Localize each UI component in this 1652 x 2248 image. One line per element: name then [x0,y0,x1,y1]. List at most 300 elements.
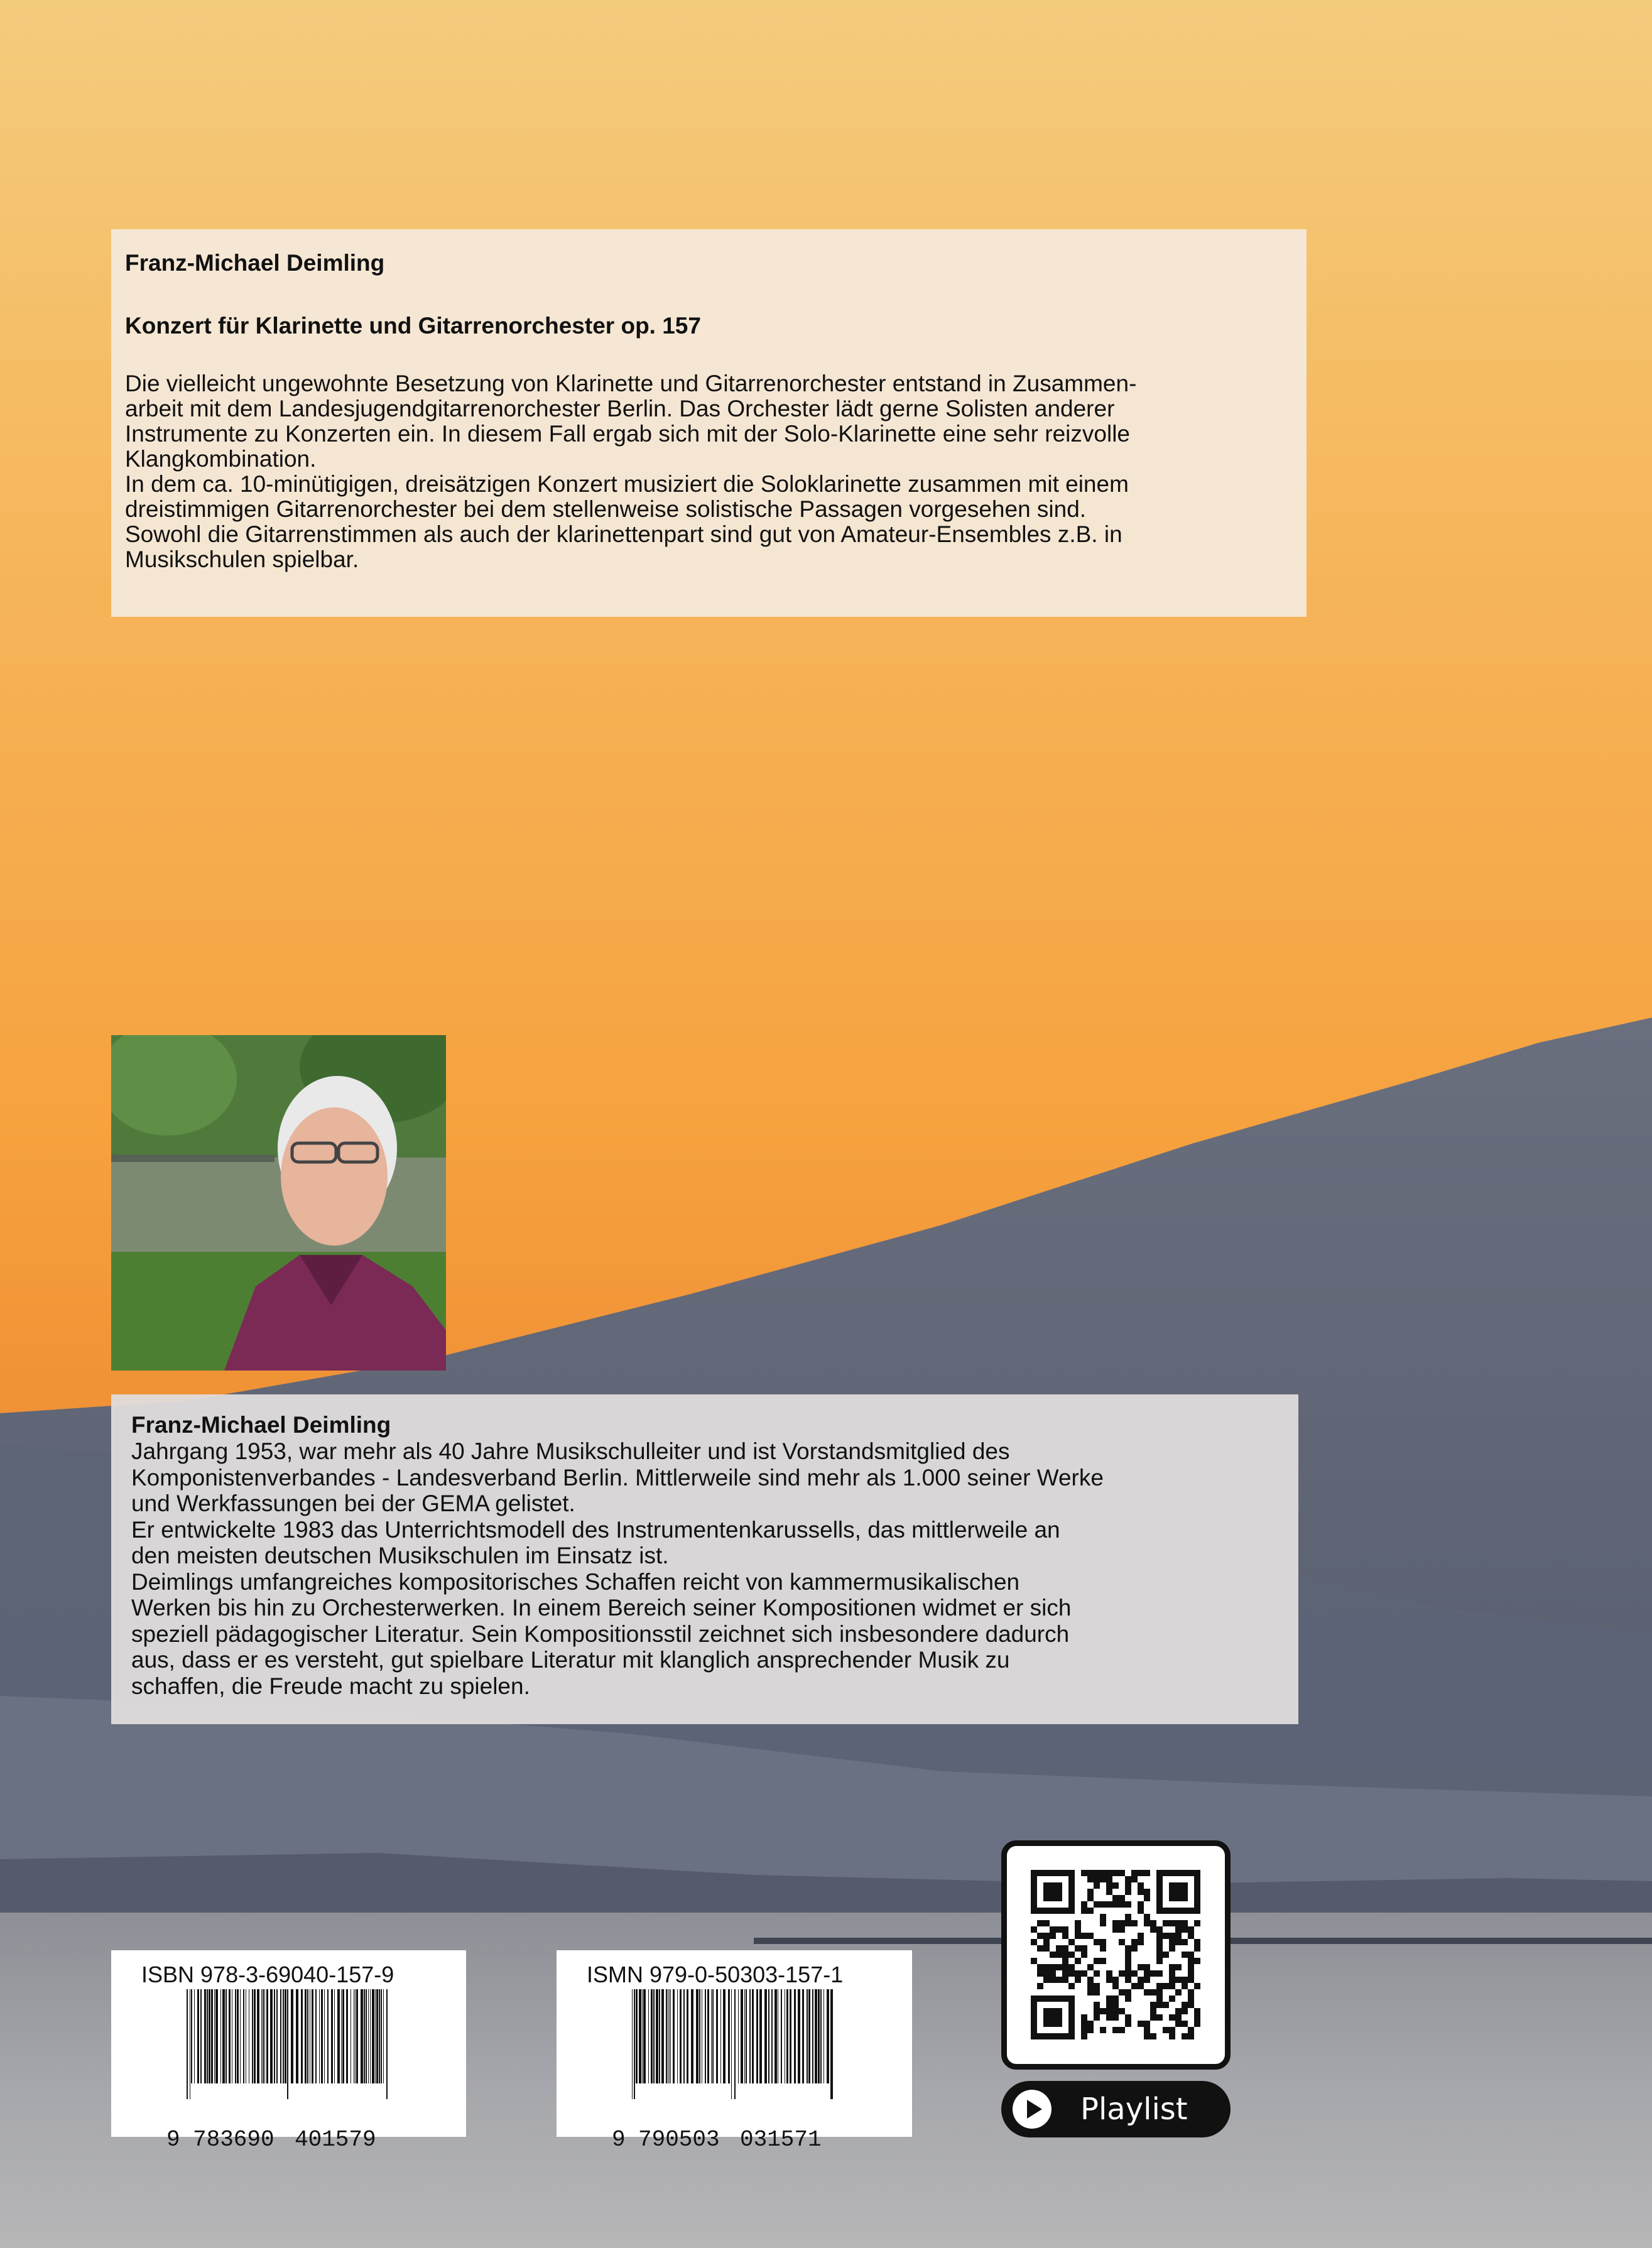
barcode-bar [815,1989,817,2083]
barcode-bar [749,1989,751,2083]
qr-module [1131,1970,1138,1977]
barcode-bar [705,1989,706,2083]
isbn-label: ISBN 978-3-69040-157-9 [141,1962,394,1987]
qr-module [1112,2014,1119,2021]
barcode-bar [764,1989,767,2083]
barcode-bar [197,1989,199,2083]
barcode-bar [734,1989,736,2099]
qr-module [1138,1889,1144,1895]
barcode-bar [222,1989,225,2083]
qr-module [1194,1939,1200,1945]
barcode-digits-right: 401579 [295,2127,376,2153]
qr-module [1175,1926,1182,1933]
qr-module [1156,1926,1163,1933]
barcode-bar [355,1989,356,2083]
barcode-bar [661,1989,664,2083]
qr-module [1056,1952,1062,1958]
qr-module [1112,1983,1119,1989]
barcode-bar [327,1989,329,2083]
qr-module [1169,1945,1175,1952]
qr-module [1062,1970,1068,1977]
qr-module [1125,1977,1131,1983]
qr-module [1087,1933,1094,1939]
qr-module [1056,1977,1062,1983]
barcode-bar [356,1989,358,2083]
qr-module [1087,1889,1094,1895]
qr-module [1094,1989,1100,1996]
qr-module [1112,2008,1119,2014]
qr-module [1094,1970,1100,1977]
barcode-bar [366,1989,367,2083]
qr-module [1081,2033,1087,2039]
barcode-bar [331,1989,333,2083]
qr-module [1169,2014,1175,2021]
work-description-box [111,229,1307,617]
barcode-bar [319,1989,320,2083]
barcode-bar [243,1989,244,2083]
barcode-bar [226,1989,227,2083]
qr-module [1087,1895,1094,1901]
qr-module [1188,1926,1194,1933]
barcode-bar [798,1989,800,2083]
qr-module [1144,1977,1150,1983]
qr-module [1081,1945,1087,1952]
qr-module [1150,2033,1156,2039]
qr-module [1031,1958,1037,1964]
qr-module [1188,1964,1194,1970]
qr-module [1081,2021,1087,2027]
qr-module [1106,1970,1112,1977]
barcode-bar [296,1989,298,2083]
qr-module [1144,1895,1150,1901]
qr-module [1094,1983,1100,1989]
description-line: arbeit mit dem Landesjugendgitarrenorchester Berlin. Das Orchester lädt gerne Solisten anderer [125,396,1115,421]
qr-module [1182,1952,1188,1958]
qr-module [1119,2027,1125,2033]
barcode-bar [639,1989,641,2083]
qr-module [1100,1914,1106,1920]
barcode-bar [648,1989,649,2083]
qr-module [1106,1870,1112,1876]
qr-module [1043,1964,1050,1970]
description-line: Instrumente zu Konzerten ein. In diesem Fall ergab sich mit der Solo-Klarinette eine sehr reizvolle [125,421,1130,447]
barcode-bar [807,1989,808,2083]
barcode-bar [361,1989,363,2083]
author-photo [111,1035,446,1371]
qr-module [1094,1958,1100,1964]
bio-line: Er entwickelte 1983 das Unterrichtsmodell des Instrumentenkarussells, das mittlerweile an [131,1516,1060,1543]
qr-module [1056,1964,1062,1970]
barcode-bar [720,1989,721,2083]
barcode-bar [696,1989,698,2083]
qr-module [1144,1989,1150,1996]
qr-module [1125,1901,1131,1908]
barcode-bar [287,1989,288,2099]
author-name: Franz-Michael Deimling [125,250,385,276]
qr-module [1150,2002,1156,2008]
qr-module [1125,1989,1131,1996]
qr-module [1169,1933,1175,1939]
qr-module [1081,1908,1087,1914]
qr-module [1087,1989,1094,1996]
qr-module [1188,1958,1194,1964]
qr-module [1182,1920,1188,1926]
barcode-bar [381,1989,382,2083]
barcode-bar [376,1989,378,2083]
qr-module [1138,1964,1144,1970]
qr-module [1138,1870,1144,1876]
qr-module [1081,2027,1087,2033]
qr-module [1056,1945,1062,1952]
qr-module [1138,1908,1144,1914]
qr-module [1194,1945,1200,1952]
qr-module [1175,2014,1182,2021]
bio-line: Komponistenverbandes - Landesverband Berlin. Mittlerweile sind mehr als 1.000 seiner Werke [131,1464,1104,1491]
barcode-bar [741,1989,743,2083]
qr-module [1100,1870,1106,1876]
qr-module [1043,1939,1050,1945]
isbn-barcode [111,1950,466,2153]
barcode-bar [794,1989,796,2083]
qr-module [1037,1945,1043,1952]
qr-module [1163,1983,1169,1989]
qr-module [1175,1989,1182,1996]
description-line: Musikschulen spielbar. [125,546,359,572]
qr-module [1062,1945,1068,1952]
bio-line: aus, dass er es versteht, gut spielbare Literatur mit klanglich ansprechender Musik zu [131,1647,1010,1673]
qr-module [1194,2008,1200,2014]
qr-module [1125,1970,1131,1977]
barcode-bar [252,1989,253,2083]
barcode-bar [830,1989,833,2099]
barcode-bar [731,1989,732,2099]
qr-module [1037,1920,1043,1926]
qr-module [1169,1996,1175,2002]
qr-module [1188,1977,1194,1983]
qr-module [1163,2027,1169,2033]
barcode-bar [291,1989,293,2083]
qr-module [1138,1983,1144,1989]
play-icon [1011,2088,1053,2130]
qr-module [1175,1939,1182,1945]
barcode-bar [307,1989,308,2083]
barcode-bar [691,1989,693,2083]
qr-module [1175,2021,1182,2027]
playlist-label: Playlist [1080,2092,1188,2127]
qr-module [1131,1920,1138,1926]
barcode-bar [711,1989,712,2083]
qr-module [1182,2002,1188,2008]
qr-module [1087,1977,1094,1983]
barcode-bar [818,1989,820,2083]
qr-module [1163,2002,1169,2008]
barcode-bar [738,1989,739,2083]
barcode-bar [375,1989,376,2083]
barcode-bar [321,1989,323,2083]
barcode-bar [209,1989,210,2083]
qr-module [1163,1933,1169,1939]
qr-module [1062,1977,1068,1983]
qr-module [1125,1876,1131,1882]
qr-module [1182,2033,1188,2039]
qr-module [1043,1920,1050,1926]
qr-module [1037,1964,1043,1970]
qr-module [1119,2008,1125,2014]
qr-module [1031,1926,1037,1933]
qr-module [1062,1952,1068,1958]
qr-module [1087,1983,1094,1989]
qr-module [1188,2033,1194,2039]
qr-module [1106,1901,1112,1908]
barcode-bar [716,1989,718,2083]
qr-code-card[interactable] [1001,1840,1231,2070]
qr-module [1081,1870,1087,1876]
description-line: Die vielleicht ungewohnte Besetzung von Klarinette und Gitarrenorchester entstand in Zusammen- [125,371,1137,396]
qr-module [1188,2027,1194,2033]
barcode-bar [673,1989,675,2083]
description-line: Sowohl die Gitarrenstimmen als auch der klarinettenpart sind gut von Amateur-Ensembles z.B. in [125,521,1122,547]
qr-module [1144,2021,1150,2027]
qr-module [1156,1933,1163,1939]
qr-module [1100,2027,1106,2033]
qr-module [1106,1882,1112,1889]
barcode-digit-first: 9 [166,2127,180,2153]
barcode-bar [254,1989,256,2083]
qr-module [1062,1964,1068,1970]
qr-module [1112,1895,1119,1901]
qr-module [1112,1920,1119,1926]
ismn-barcode [557,1950,912,2153]
qr-module [1188,1933,1194,1939]
barcode-bar [643,1989,646,2083]
barcode-bar [229,1989,231,2083]
qr-module [1050,1952,1056,1958]
qr-module [1112,1996,1119,2002]
qr-module [1081,2014,1087,2021]
qr-module [1100,1945,1106,1952]
qr-module [1182,1977,1188,1983]
qr-module [1037,1933,1043,1939]
qr-module [1188,1952,1194,1958]
qr-code[interactable] [1031,1870,1200,2039]
qr-module [1062,1933,1068,1939]
barcode-bar [383,1989,384,2083]
barcode-bar [274,1989,275,2083]
qr-module [1062,1958,1068,1964]
barcode-bar [270,1989,273,2083]
barcode-digits-left: 790503 [638,2127,720,2153]
qr-module [1043,1970,1050,1977]
barcode-bar [707,1989,709,2083]
qr-module [1156,1952,1163,1958]
qr-module [1138,1933,1144,1939]
barcode-bar [215,1989,218,2083]
qr-module [1138,1939,1144,1945]
barcode-bar [220,1989,221,2083]
qr-module [1068,1964,1075,1970]
barcode-bar [642,1989,643,2083]
qr-module [1050,1933,1056,1939]
barcode-bar [312,1989,313,2083]
qr-module [1144,1914,1150,1920]
qr-module [1094,1882,1100,1889]
qr-module [1075,1970,1081,1977]
qr-module [1075,1920,1081,1926]
qr-module [1068,1952,1075,1958]
qr-module [1125,1958,1131,1964]
barcode-digits-left: 783690 [193,2127,274,2153]
bio-line: schaffen, die Freude macht zu spielen. [131,1673,530,1699]
qr-module [1094,2002,1100,2008]
qr-module [1037,1983,1043,1989]
barcode-bar [372,1989,374,2083]
qr-module [1125,1914,1131,1920]
qr-module [1144,2027,1150,2033]
qr-module [1169,1970,1175,1977]
barcode-bar [341,1989,342,2083]
barcode-bar [683,1989,685,2083]
barcode-bar [781,1989,782,2083]
barcode-bar [285,1989,286,2083]
barcode-bar [283,1989,284,2083]
qr-module [1068,1983,1075,1989]
barcode-bar [820,1989,822,2083]
qr-module [1188,1996,1194,2002]
qr-module [1194,1958,1200,1964]
qr-module [1075,1945,1081,1952]
qr-module [1125,1882,1131,1889]
qr-module [1087,1964,1094,1970]
qr-module [1112,1977,1119,1983]
bio-line: Werken bis hin zu Orchesterwerken. In einem Bereich seiner Kompositionen widmet er sich [131,1595,1072,1621]
barcode-bar [379,1989,380,2083]
qr-module [1056,1926,1062,1933]
qr-module [1150,1970,1156,1977]
qr-module [1106,1889,1112,1895]
biography-box [111,1394,1298,1724]
qr-module [1075,1926,1081,1933]
qr-module [1194,2014,1200,2021]
qr-module [1106,2014,1112,2021]
description-line: dreistimmigen Gitarrenorchester bei dem stellenweise solistische Passagen vorgesehen sind. [125,496,1087,522]
qr-module [1062,1926,1068,1933]
qr-finder-module [1043,2008,1062,2027]
qr-module [1100,1920,1106,1926]
qr-module [1106,1977,1112,1983]
qr-module [1119,1895,1125,1901]
qr-module [1050,1926,1056,1933]
description-line: Klangkombination. [125,446,317,472]
barcode-bar [276,1989,278,2083]
barcode-bar [771,1989,773,2083]
qr-module [1150,1920,1156,1926]
qr-module [1144,2033,1150,2039]
qr-module [1037,1970,1043,1977]
barcode-bar [207,1989,208,2083]
qr-module [1075,1933,1081,1939]
qr-module [1119,1939,1125,1945]
barcode-bar [257,1989,259,2083]
qr-module [1106,1996,1112,2002]
qr-module [1068,1970,1075,1977]
qr-finder-module [1043,1882,1062,1901]
barcode-bar [187,1989,188,2099]
qr-module [1150,1989,1156,1996]
qr-module [1050,1964,1056,1970]
barcode-bar [712,1989,714,2083]
barcode-bar [774,1989,777,2083]
qr-module [1175,2008,1182,2014]
qr-module [1125,2021,1131,2027]
qr-module [1194,1920,1200,1926]
barcode-bar [634,1989,635,2099]
qr-module [1156,1945,1163,1952]
barcode-bar [728,1989,730,2083]
qr-module [1031,1939,1037,1945]
qr-module [1112,1901,1119,1908]
qr-module [1119,1989,1125,1996]
qr-module [1043,1933,1050,1939]
barcode-bar [790,1989,791,2083]
barcode-digits-right: 031571 [740,2127,822,2153]
qr-module [1094,1876,1100,1882]
barcode-bar [786,1989,788,2083]
qr-module [1138,2021,1144,2027]
barcode-bar [687,1989,688,2083]
bio-line: und Werkfassungen bei der GEMA gelistet. [131,1491,575,1516]
qr-module [1144,1889,1150,1895]
qr-module [1182,1983,1188,1989]
qr-module [1100,2008,1106,2014]
barcode-bar [194,1989,195,2083]
qr-module [1131,1945,1138,1952]
qr-module [1144,1920,1150,1926]
qr-module [1182,1926,1188,1933]
barcode-bar [386,1989,388,2099]
barcode-bar [759,1989,762,2083]
qr-module [1150,2014,1156,2021]
qr-module [1106,2002,1112,2008]
qr-module [1050,1970,1056,1977]
qr-module [1112,1870,1119,1876]
qr-module [1156,1996,1163,2002]
qr-module [1156,1983,1163,1989]
barcode-bar [636,1989,638,2083]
playlist-button[interactable] [1001,2081,1231,2137]
barcode-bar [214,1989,215,2083]
description-line: In dem ca. 10-minütigigen, dreisätzigen Konzert musiziert die Soloklarinette zusammen mit einem [125,471,1129,497]
qr-module [1169,1920,1175,1926]
qr-module [1169,2033,1175,2039]
qr-module [1125,1920,1131,1926]
qr-module [1131,1939,1138,1945]
barcode-bar [191,1989,192,2083]
qr-module [1119,1970,1125,1977]
qr-module [1081,1952,1087,1958]
qr-module [1138,1882,1144,1889]
qr-module [1182,2021,1188,2027]
qr-module [1094,1939,1100,1945]
barcode-bar [261,1989,262,2083]
qr-module [1169,1983,1175,1989]
qr-module [1131,1983,1138,1989]
qr-module [1112,2027,1119,2033]
ismn-label: ISMN 979-0-50303-157-1 [587,1962,844,1987]
barcode-bar [670,1989,671,2083]
barcode-bar [235,1989,236,2083]
barcode-bar [263,1989,264,2083]
qr-module [1156,2002,1163,2008]
